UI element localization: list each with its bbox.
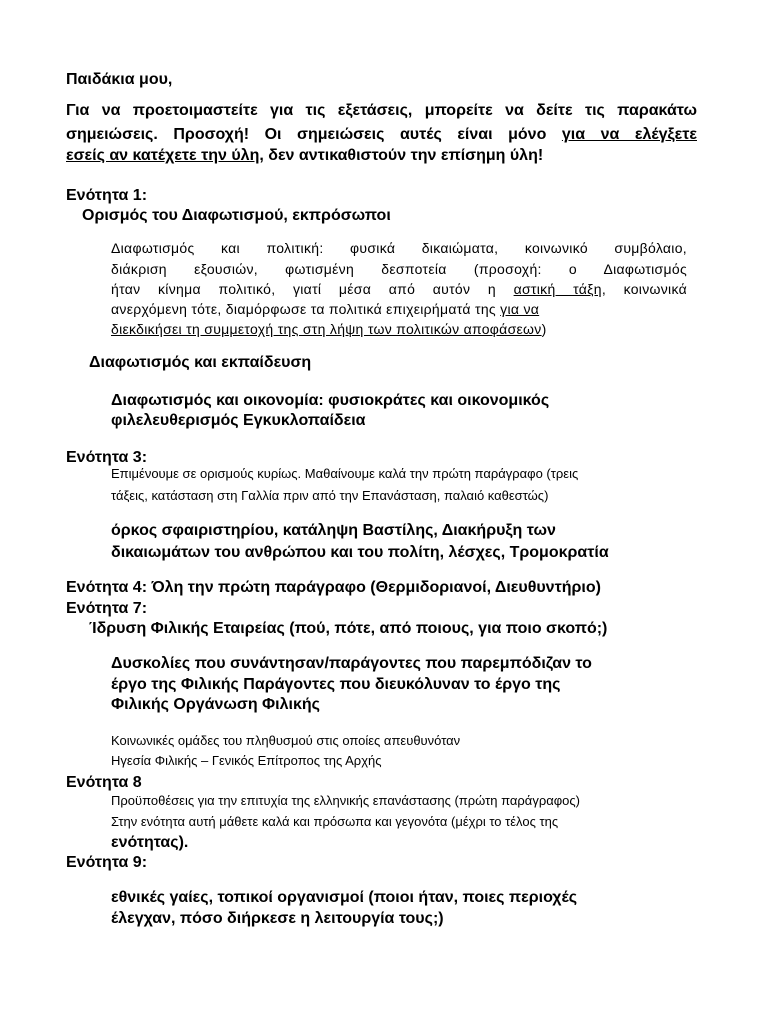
politics-text: , κοινωνικά [601,281,687,297]
unit-7-difficulties-line: Φιλικής Οργάνωση Φιλικής [111,696,320,713]
unit-1-politics-line [111,301,539,318]
unit-3-note-line: τάξεις, κατάσταση στη Γαλλία πριν από την Επανάσταση, παλαιό καθεστώς) [111,488,549,503]
unit-4-line [66,578,601,597]
intro-line-1: Για να προετοιμαστείτε για τις εξετάσεις, μπορείτε να δείτε τις παρακάτω [66,102,697,119]
intro-line-2 [66,125,697,144]
unit-9-line: έλεγχαν, πόσο διήρκεσε η λειτουργία τους;) [111,910,444,927]
unit-3-keywords-line: δικαιωμάτων του ανθρώπου και του πολίτη, λέσχες, Τρομοκρατία [111,544,609,561]
politics-underlined-text: αστική τάξη [513,281,602,297]
intro-text: σημειώσεις. Προσοχή! Οι σημειώσεις αυτές είναι μόνο [66,126,562,143]
unit-1-politics-line: διάκριση εξουσιών, φωτισμένη δεσποτεία (προσοχή: ο Διαφωτισμός [111,261,687,277]
unit-7-difficulties-line: έργο της Φιλικής Παράγοντες που διευκόλυναν το έργο της [111,676,561,693]
unit-7-topic: Ίδρυση Φιλικής Εταιρείας (πού, πότε, από ποιους, για ποιο σκοπό;) [89,620,608,637]
intro-text: , δεν αντικαθιστούν την επίσημη ύλη! [259,147,544,164]
politics-text: ανερχόμενη τότε, διαμόρφωσε τα πολιτικά επιχειρήματά της [111,301,501,317]
unit-8-note-line: Στην ενότητα αυτή μάθετε καλά και πρόσωπα και γεγονότα (μέχρι το τέλος της [111,814,559,829]
unit-7-social-groups: Κοινωνικές ομάδες του πληθυσμού στις οποίες απευθυνόταν [111,733,461,748]
unit-1-politics-line [111,321,547,338]
unit-1-education: Διαφωτισμός και εκπαίδευση [89,354,312,371]
greeting: Παιδάκια μου, [66,71,173,88]
unit-7-heading: Ενότητα 7: [66,600,148,617]
unit-3-heading: Ενότητα 3: [66,449,148,466]
unit-1-economy-line: Διαφωτισμός και οικονομία: φυσιοκράτες και οικονομικός [111,392,550,409]
unit-1-heading: Ενότητα 1: [66,187,148,204]
unit-9-heading: Ενότητα 9: [66,854,148,871]
politics-underlined-text: διεκδικήσει τη συμμετοχή της στη λήψη των πολιτικών αποφάσεων [111,321,542,337]
unit-1-politics-line [111,281,687,298]
unit-7-leadership: Ηγεσία Φιλικής – Γενικός Επίτροπος της Αρχής [111,753,382,768]
unit-1-politics-line: Διαφωτισμός και πολιτική: φυσικά δικαιώματα, κοινωνικό συμβόλαιο, [111,240,687,256]
unit-7-difficulties-line: Δυσκολίες που συνάντησαν/παράγοντες που παρεμπόδιζαν το [111,655,592,672]
unit-4-heading: Ενότητα 4: [66,579,152,596]
unit-8-note-line: ενότητας). [111,834,189,851]
intro-underlined-text: εσείς αν κατέχετε την ύλη [66,147,260,164]
politics-text: ) [541,321,547,337]
intro-line-3 [66,146,543,165]
politics-text: ήταν κίνημα πολιτικό, γιατί μέσα από αυτόν η [111,281,514,297]
intro-underlined-text: για να ελέγξετε [561,126,697,143]
unit-1-topic: Ορισμός του Διαφωτισμού, εκπρόσωποι [82,207,391,224]
unit-8-heading: Ενότητα 8 [66,774,142,791]
unit-3-keywords-line: όρκος σφαιριστηρίου, κατάληψη Βαστίλης, Διακήρυξη των [111,522,556,539]
unit-4-text: Όλη την πρώτη παράγραφο (Θερμιδοριανοί, Διευθυντήριο) [151,579,601,596]
politics-underlined-text: για να [500,301,540,317]
unit-8-note-line: Προϋποθέσεις για την επιτυχία της ελληνικής επανάστασης (πρώτη παράγραφος) [111,793,580,808]
unit-3-note-line: Επιμένουμε σε ορισμούς κυρίως. Μαθαίνουμε καλά την πρώτη παράγραφο (τρεις [111,466,579,481]
unit-1-economy-line: φιλελευθερισμός Εγκυκλοπαίδεια [111,412,366,429]
unit-9-line: εθνικές γαίες, τοπικοί οργανισμοί (ποιοι ήταν, ποιες περιοχές [111,889,578,906]
